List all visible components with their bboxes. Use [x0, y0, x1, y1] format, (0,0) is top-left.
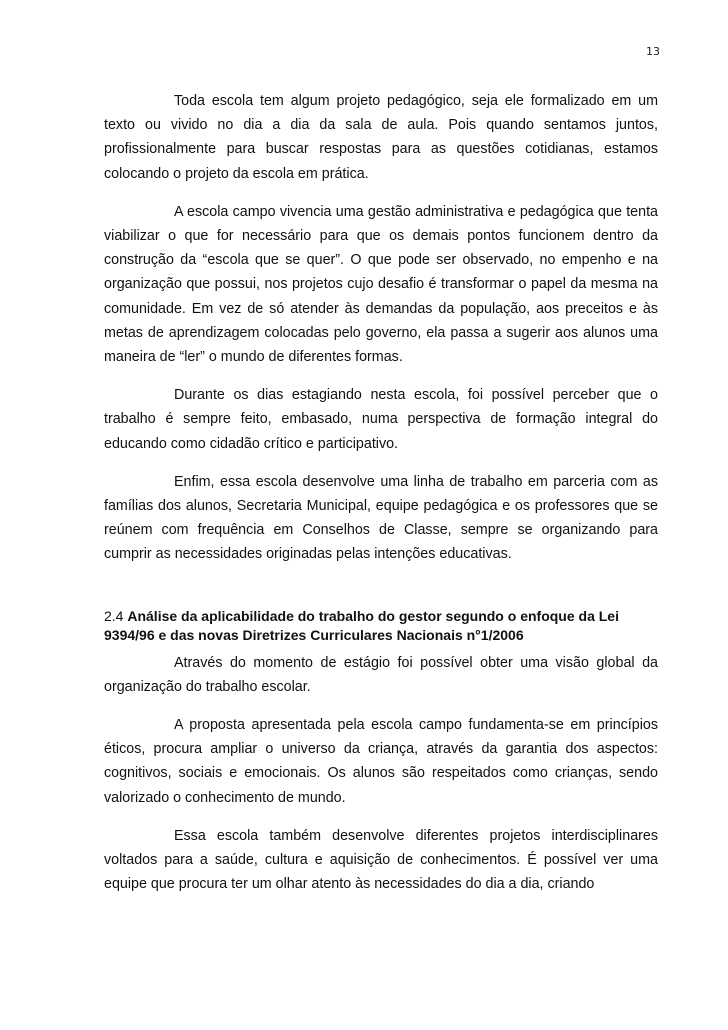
section-heading — [104, 607, 658, 645]
page-body — [104, 89, 658, 910]
paragraph: A proposta apresentada pela escola campo fundamenta-se em princípios éticos, procura ampliar o universo da criança, através da garantia dos aspectos: cognitivos, sociais e emocionais. Os alunos são respeitados como crianças, sendo valorizado o conhecimento de mundo. — [104, 717, 658, 806]
paragraph: Enfim, essa escola desenvolve uma linha de trabalho em parceria com as famílias dos alunos, Secretaria Municipal, equipe pedagógica e os professores que se reúnem com frequência em Conselhos de Classe, sempre se organizando para cumprir as necessidades originadas pelas intenções educativas. — [104, 473, 658, 563]
paragraph: Através do momento de estágio foi possível obter uma visão global da organização do trabalho escolar. — [104, 654, 658, 695]
paragraph: Toda escola tem algum projeto pedagógico, seja ele formalizado em um texto ou vivido no dia a dia da sala de aula. Pois quando sentamos juntos, profissionalmente para buscar respostas para as questões cotidianas, estamos colocando o projeto da escola em prática. — [104, 93, 658, 182]
page-number: 13 — [646, 45, 660, 58]
section-title: Análise da aplicabilidade do trabalho do gestor segundo o enfoque da Lei 9394/96 e das novas Diretrizes Curriculares Nacionais n°1/2006 — [104, 607, 619, 643]
paragraph: A escola campo vivencia uma gestão administrativa e pedagógica que tenta viabilizar o que for necessário para que os demais pontos funcionem dentro da construção da “escola que se quer”. O que pode ser observado, no empenho e na organização que possui, nos projetos cujo desafio é transformar o papel da mesma na comunidade. Em vez de só atender às demandas da população, aos preceitos e às metas de aprendizagem colocadas pelo governo, ela passa a sugerir aos alunos uma maneira de “ler” o mundo de diferentes formas. — [104, 203, 658, 366]
section-number: 2.4 — [104, 607, 124, 624]
paragraph: Essa escola também desenvolve diferentes projetos interdisciplinares voltados para a saúde, cultura e aquisição de conhecimentos. É possível ver uma equipe que procura ter um olhar atento às necessidades do dia a dia, criando — [104, 827, 658, 893]
paragraph: Durante os dias estagiando nesta escola, foi possível perceber que o trabalho é sempre feito, embasado, numa perspectiva de formação integral do educando como cidadão crítico e participativo. — [104, 387, 658, 452]
